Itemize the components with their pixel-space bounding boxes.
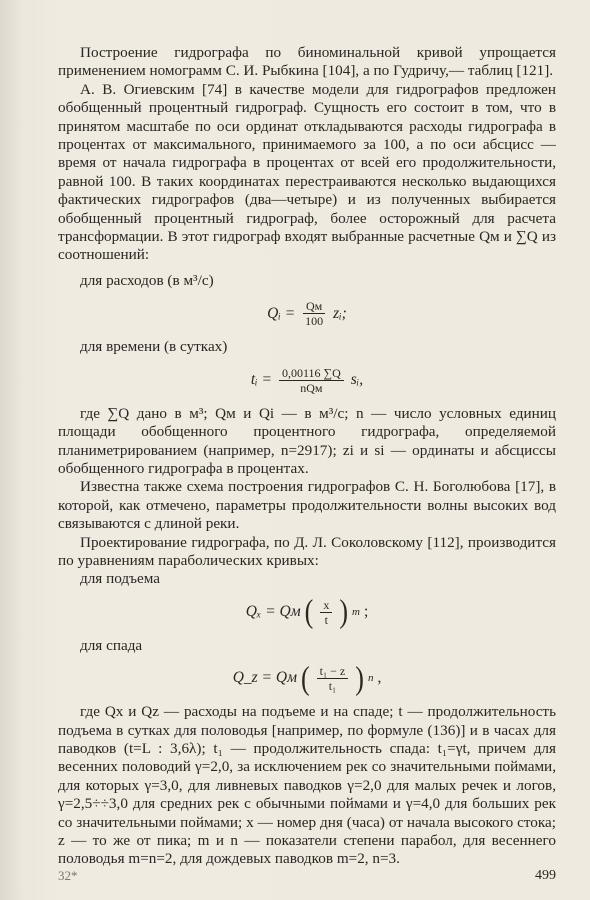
label-rise: для подъема bbox=[80, 570, 160, 588]
formula-fall-fraction bbox=[317, 664, 349, 693]
paragraph-2: А. В. Огиевским [74] в качестве модели для гидрографов предложен обобщенный процентный гидрограф. Сущность его состоит в том, что в принятом масштабе по оси ординат откладываются расходы гидрографа в процентах от максимального, принимаемого за 100, а по оси абсцисс — время от начала гидрографа в процентах от всей его продолжительности, равной 100. В таких координатах перестраиваются несколько выдающихся фактических гидрографов (два—четыре) и из полученных выбирается обобщенный процентный гидрограф, более осторожный для расчета трансформации. В этот гидрограф входят выбранные расчетные Qм и ∑Q из соотношений: bbox=[58, 80, 556, 264]
formula-rise-lhs: Qₓ = Qм bbox=[245, 603, 301, 621]
formula-fall-exponent: n bbox=[367, 672, 374, 685]
formula-fall-end: , bbox=[377, 669, 382, 687]
signature-mark: 32* bbox=[58, 868, 78, 883]
paragraph-4: Известна также схема построения гидрографов С. Н. Боголюбова [17], в которой, как отмечено, параметры продолжительности волны высоких вод связываются с длиной реки. bbox=[58, 478, 556, 533]
formula-rise-fraction bbox=[320, 598, 332, 627]
formula-fall-denominator: t₁ bbox=[328, 679, 337, 694]
formula-time-numerator: 0,00116 ∑Q bbox=[279, 366, 344, 381]
formula-time bbox=[58, 366, 556, 395]
page-number: 499 bbox=[535, 868, 556, 883]
formula-flow-fraction bbox=[302, 299, 326, 328]
paragraph-5: Проектирование гидрографа, по Д. Л. Соколовскому [112], производится по уравнениям параболических кривых: bbox=[58, 533, 556, 569]
close-paren: ) bbox=[339, 593, 348, 630]
close-paren: ) bbox=[355, 659, 364, 697]
formula-flow-denominator: 100 bbox=[305, 314, 324, 329]
paragraph-3: где ∑Q дано в м³; Qм и Qi — в м³/с; n — число условных единиц площади обобщенного процентного гидрографа, определяемой планиметрированием (например, n=2917); zi и si — ординаты и абсциссы обобщенного гидрографа в процентах. bbox=[58, 404, 556, 477]
label-flow: для расходов (в м³/с) bbox=[80, 271, 214, 289]
formula-rise bbox=[58, 593, 556, 630]
open-paren: ( bbox=[300, 659, 310, 697]
formula-rise-numerator: x bbox=[320, 598, 332, 613]
body-text bbox=[58, 44, 556, 869]
formula-fall bbox=[58, 659, 556, 697]
formula-flow-numerator: Qм bbox=[303, 299, 325, 314]
formula-fall-lhs: Q_z = Qм bbox=[232, 669, 297, 687]
formula-rise-denominator: t bbox=[324, 612, 328, 627]
open-paren: ( bbox=[304, 593, 314, 630]
formula-flow-rhs: zᵢ; bbox=[333, 304, 347, 322]
formula-time-lhs: tᵢ = bbox=[250, 370, 272, 388]
formula-fall-numerator: t₁ − z bbox=[317, 664, 349, 679]
label-time: для времени (в сутках) bbox=[80, 338, 228, 356]
formula-time-rhs: sᵢ, bbox=[350, 370, 364, 388]
formula-rise-exponent: m bbox=[351, 606, 360, 619]
paragraph-1: Построение гидрографа по биноминальной кривой упрощается применением номограмм С. И. Рыбкина [104], а по Гудричу,— таблиц [121]. bbox=[58, 44, 556, 80]
formula-rise-end: ; bbox=[363, 603, 369, 621]
label-fall: для спада bbox=[80, 636, 143, 654]
page-footer bbox=[58, 868, 556, 884]
formula-time-denominator: nQм bbox=[300, 380, 323, 395]
paragraph-6: где Qx и Qz — расходы на подъеме и на спаде; t — продолжительность подъема в сутках для половодья [например, по формуле (136)] и в часах для паводков (t=L : 3,6λ); t₁ — продолжительность спада: t₁=γt, причем для весенних половодий γ=2,0, за исключением рек со значительными поймами, для которых γ=3,0, для ливневых паводков γ=2,0 для малых речек и логов, γ=2,5÷÷3,0 для средних рек с обычными поймами и γ=4,0 для больших рек со значительными поймами; x — номер дня (часа) от начала высокого стока; z — то же от пика; m и n — показатели степени парабол, для весеннего половодья m=n=2, для дождевых паводков m=2, n=3. bbox=[58, 703, 556, 868]
formula-time-fraction bbox=[279, 366, 344, 395]
formula-flow-lhs: Qᵢ = bbox=[267, 304, 296, 322]
formula-flow bbox=[58, 299, 556, 328]
